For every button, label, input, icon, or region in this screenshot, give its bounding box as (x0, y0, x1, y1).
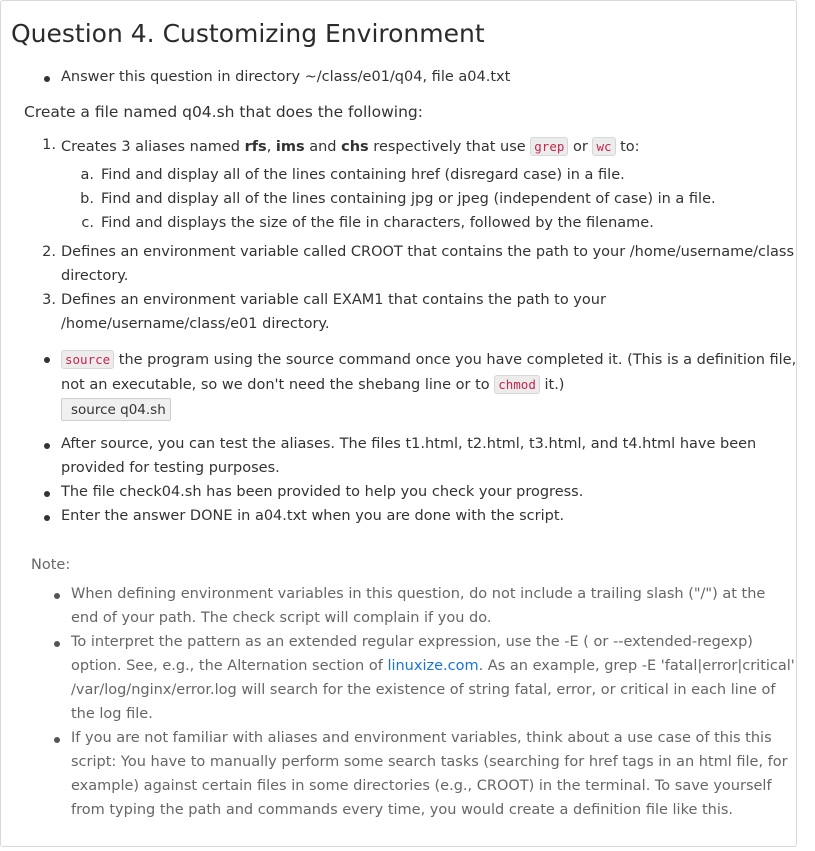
sub-letter: a. (80, 167, 94, 183)
source-line1: source the program using the source command once you have completed it. (This is a definition file, (61, 350, 796, 369)
note-2-line4: the log file. (71, 706, 153, 722)
bullet (54, 593, 60, 599)
done-text: Enter the answer DONE in a04.txt when you are done with the script. (61, 508, 565, 524)
note-2-line3: /var/log/nginx/error.log will search for the existence of string fatal, error, or critical in each line of (71, 682, 776, 698)
sub-item-a: Find and display all of the lines containing href (disregard case) in a file. (101, 167, 625, 183)
note-1-line1: When defining environment variables in this question, do not include a trailing slash ("/") at the (71, 586, 766, 602)
step-3-line2: /home/username/class/e01 directory. (61, 316, 330, 332)
sub-item-c: Find and displays the size of the file in characters, followed by the filename. (101, 215, 654, 231)
bullet (44, 443, 50, 449)
bullet (44, 515, 50, 521)
check-script-text: The file check04.sh has been provided to help you check your progress. (61, 484, 584, 500)
intro-text: Create a file named q04.sh that does the following: (24, 103, 423, 121)
alias-ims: ims (275, 139, 305, 155)
note-1-line2: end of your path. The check script will complain if you do. (71, 610, 492, 626)
note-3-line1: If you are not familiar with aliases and environment variables, think about a use case of this this (71, 730, 772, 746)
code-wc: wc (592, 137, 615, 156)
step-2-line2: directory. (61, 268, 129, 284)
source-code-block: source q04.sh (61, 398, 171, 421)
note-2-line1: To interpret the pattern as an extended regular expression, use the -E ( or --extended-regexp) (71, 634, 753, 650)
test-line1: After source, you can test the aliases. The files t1.html, t2.html, t3.html, and t4.html have been (61, 436, 757, 452)
step-2-line1: Defines an environment variable called CROOT that contains the path to your /home/username/class (61, 244, 795, 260)
source-line2: not an executable, so we don't need the shebang line or to chmod it.) (61, 377, 565, 393)
sub-letter: c. (81, 215, 94, 231)
step-number: 1. (42, 137, 56, 153)
alias-rfs: rfs (244, 139, 267, 155)
test-line2: provided for testing purposes. (61, 460, 280, 476)
page-title: Question 4. Customizing Environment (11, 19, 485, 48)
bullet (44, 491, 50, 497)
note-3-line2: script: You have to manually perform some search tasks (searching for href tags in an html file, for (71, 754, 788, 770)
bullet (54, 641, 60, 647)
bullet (44, 357, 50, 363)
step-1-text: Creates 3 aliases named rfs, ims and chs respectively that use grep or wc to: (61, 139, 640, 155)
code-chmod: chmod (494, 375, 540, 394)
step-number: 2. (42, 244, 56, 260)
sub-item-b: Find and display all of the lines containing jpg or jpeg (independent of case) in a file. (101, 191, 716, 207)
answer-instruction: Answer this question in directory ~/class/e01/q04, file a04.txt (61, 69, 511, 85)
alias-chs: chs (341, 139, 369, 155)
bullet (54, 737, 60, 743)
step-3-line1: Defines an environment variable call EXAM1 that contains the path to your (61, 292, 606, 308)
note-3-line4: from typing the path and commands every time, you would create a definition file like this. (71, 802, 734, 818)
linuxize-link[interactable]: linuxize.com (387, 658, 479, 674)
sub-letter: b. (80, 191, 94, 207)
step-number: 3. (42, 292, 56, 308)
note-2-line2: option. See, e.g., the Alternation section of linuxize.com. As an example, grep -E 'fatal|error|critical' (71, 658, 795, 674)
bullet (44, 76, 50, 82)
note-3-line3: example) against certain files in some directories (e.g., CROOT) in the terminal. To save yourself (71, 778, 772, 794)
code-grep: grep (530, 137, 568, 156)
code-source: source (61, 350, 114, 369)
note-label: Note: (31, 557, 71, 573)
